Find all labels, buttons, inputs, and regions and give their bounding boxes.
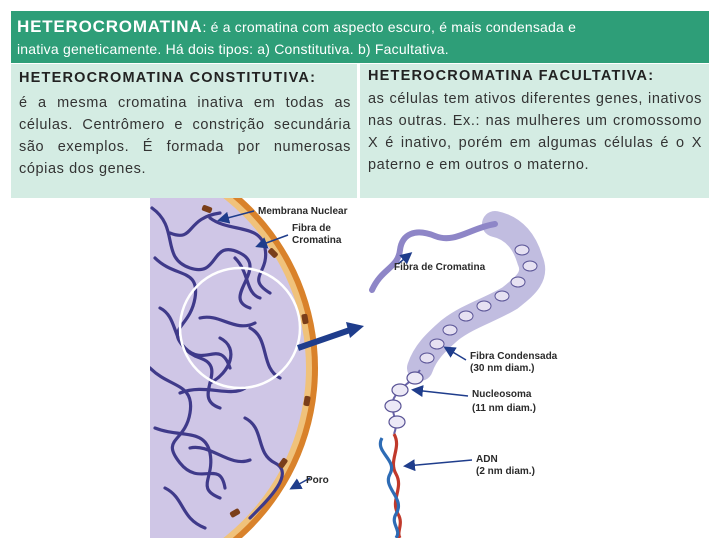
title-term: HETEROCROMATINA [17, 17, 203, 36]
facultativa-heading: HETEROCROMATINA FACULTATIVA: [368, 68, 655, 84]
label-adn-a: ADN [476, 454, 498, 465]
label-condensada-a: Fibra Condensada [470, 351, 558, 362]
title-line-2: inativa geneticamente. Há dois tipos: a) Constitutiva. b) Facultativa. [17, 41, 449, 57]
constitutiva-text: é a mesma cromatina inativa em todas as células. Centrômero e constrição secundária são exemplos. É formada por numerosas cópias dos genes. [19, 95, 351, 177]
constitutiva-panel [11, 64, 357, 198]
label-condensada-b: (30 nm diam.) [470, 363, 535, 374]
label-fibra-1a: Fibra de [292, 223, 331, 234]
title-definition: : é a cromatina com aspecto escuro, é mais condensada e [202, 19, 577, 35]
facultativa-text: as células tem ativos diferentes genes, inativos nas outras. Ex.: nas mulheres um cromossomo X é inativo, porém em algumas células é o X paterno e em outros o materno. [368, 91, 702, 173]
label-membrana: Membrana Nuclear [258, 206, 348, 217]
nucleosomes [385, 370, 423, 434]
chromatin-fiber [372, 224, 495, 290]
facultativa-panel [360, 64, 709, 198]
title-banner [11, 11, 709, 63]
label-poro: Poro [306, 475, 329, 486]
condensed-fiber [420, 224, 537, 368]
label-fibra-1b: Cromatina [292, 235, 342, 246]
label-fibra-2: Fibra de Cromatina [394, 262, 486, 273]
constitutiva-heading: HETEROCROMATINA CONSTITUTIVA: [19, 70, 317, 86]
title-line-1 [17, 17, 576, 37]
dna-helix [380, 434, 400, 538]
label-nucleossoma-a: Nucleosoma [472, 389, 532, 400]
label-nucleossoma-b: (11 nm diam.) [472, 403, 536, 414]
zoom-arrow-head [346, 322, 364, 338]
chromatin-diagram [150, 198, 570, 538]
label-adn-b: (2 nm diam.) [476, 466, 535, 477]
